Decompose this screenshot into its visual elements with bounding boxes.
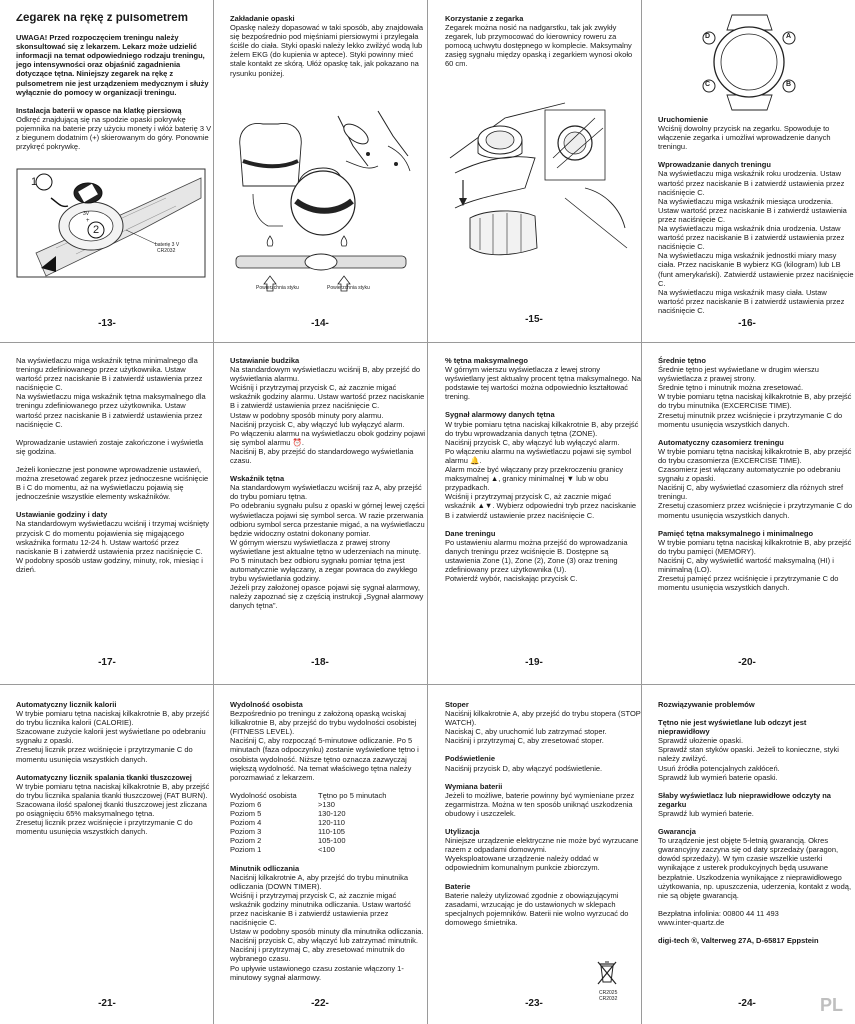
step-1-label: 1 — [31, 176, 38, 188]
section-text: W trybie pomiaru tętna naciskaj kilkakrotnie B, aby przejść do trybu wprowadzania danych tętna (ZONE). Naciśnij przycisk C, aby włączyć lub wyłączyć alarm. Po włączeniu alarmu na wyświetlaczu pojawi się symbol alarmu 🔔. Alarm może być włączany przy przekroczeniu granicy maksymalnej ▲, granicy minimalnej ▼ lub w obu przypadkach. Wciśnij i przytrzymaj przycisk C, aż zacznie migać wskaźnik ▲▼. Wybierz odpowiedni tryb przez naciskanie B i zatwierdź ustawienie przez naciśnięcie C. — [445, 419, 639, 520]
table-cell: 120-110 — [318, 818, 345, 828]
table-row — [230, 827, 426, 836]
page-number: -13- — [98, 318, 116, 329]
section-heading: Instalacja baterii w opasce na klatkę piersiową — [16, 105, 182, 115]
section-heading: Podświetlenie — [445, 754, 496, 764]
page-18 — [230, 356, 426, 611]
section-heading: % tętna maksymalnego — [445, 356, 528, 365]
section-text: Baterie należy utylizować zgodnie z obowiązującymi zasadami, wrzucając je do ustawionych w sklepach specjalnych pojemników. Baterii nie wolno wyrzucać do domowego śmietnika. — [445, 890, 629, 927]
battery-installation-figure — [16, 168, 206, 278]
section-heading: Baterie — [445, 881, 471, 891]
section-text: Bezpośrednio po treningu z założoną opaską wciskaj kilkakrotnie B, aby przejść do trybu wydolności osobistej (FITNESS LEVEL). Naciśnij C, aby rozpocząć 5-minutowe odliczanie. Po 5 minutach (faza odpoczynku) zostanie wyświetlone tętno i osobista wydolność. Niższe tętno oznacza zazwyczaj większą wydolność. Na temat właściwego tętna należy porozmawiać z lekarzem. — [230, 709, 419, 782]
page-number: -18- — [311, 657, 329, 668]
table-cell: Poziom 1 — [230, 845, 262, 855]
table-row — [230, 818, 426, 827]
battery-label-2: CR2032 — [157, 248, 176, 254]
column-divider — [641, 0, 642, 1024]
section-heading: Tętno nie jest wyświetlane lub odczyt jest nieprawidłowy — [658, 718, 807, 737]
page-15 — [445, 14, 641, 69]
section-heading: Automatyczny licznik spalania tkanki tłuszczowej — [16, 772, 192, 782]
section-heading: Stoper — [445, 700, 469, 709]
section-text: Naciśnij przycisk D, aby włączyć podświetlenie. — [445, 763, 603, 773]
section-text: Na standardowym wyświetlaczu wciśnij raz A, aby przejść do trybu pomiaru tętna. Po odebraniu sygnału pulsu z opaski w górnej lewej części wyświetlacza pojawi się symbol serca. W razie przerwania odbioru symbol serca przestanie migać, a na wyświetlaczu będzie widoczny ostatni dokonany pomiar. W górnym wierszu wyświetlacza z prawej strony wyświetlane jest aktualne tętno w uderzeniach na minutę. Po 5 minutach bez odbioru sygnału pomiar tętna jest automatycznie wyłączany, a zegar powraca do zwykłego trybu wyświetlania godziny. Jeżeli przy założonej opasce pojawi się sygnał alarmowy, należy zapoznać się z częścią instrukcji „Sygnał alarmowy danych tętna”. — [230, 483, 425, 611]
section-heading: Wydolność osobista — [230, 700, 303, 709]
section-heading: Ustawianie godziny i daty — [16, 510, 108, 520]
page-number: -15- — [525, 314, 543, 325]
section-text: Naciśnij kilkakrotnie A, aby przejść do trybu stopera (STOP WATCH). Naciskaj C, aby uruchomić lub zatrzymać stoper. Naciśnij i przytrzymaj C, aby zresetować stoper. — [445, 709, 641, 746]
page-23 — [445, 700, 641, 927]
section-heading: Ustawianie budzika — [230, 356, 300, 365]
page-number: -19- — [525, 657, 543, 668]
table-header-cell: Wydolność osobista — [230, 790, 297, 800]
page-number: -22- — [311, 998, 329, 1009]
section-heading: Gwarancja — [658, 827, 696, 837]
page-number: -23- — [525, 998, 543, 1009]
section-text: Na wyświetlaczu miga wskaźnik tętna minimalnego dla treningu zdefiniowanego przez użytkownika. Ustaw wartość przez naciskanie B i zatwierdź ustawienia przez naciśnięcie C. Na wyświetlaczu miga wskaźnik tętna maksymalnego dla treningu zdefiniowanego przez użytkownika. Ustaw wartość przez naciskanie B i zatwierdź ustawienia przez naciśnięcie C. — [16, 356, 206, 429]
section-text: Sprawdź ułożenie opaski. Sprawdź stan styków opaski. Jeżeli to konieczne, styki należy zwilżyć. Usuń źródła potencjalnych zakłóceń. Sprawdź lub wymień baterie opaski. — [658, 736, 839, 782]
table-cell: 105-100 — [318, 836, 346, 846]
table-cell: <100 — [318, 845, 335, 855]
button-d-label: D — [705, 33, 711, 40]
page-13 — [16, 14, 212, 151]
section-text: Po ustawieniu alarmu można przejść do wprowadzania danych treningu przez wciśnięcie B. Dostępne są ustawienia Zone (1), Zone (2), Zone (3) oraz trening zdefiniowany przez użytkownika (U). Potwierdź wybór, naciskając przycisk C. — [445, 537, 628, 584]
section-heading: Wymiana baterii — [445, 781, 503, 791]
section-text: Wprowadzanie ustawień zostaje zakończone i wyświetla się godzina. — [16, 437, 204, 456]
warning-text: UWAGA! Przed rozpoczęciem treningu należy skonsultować się z lekarzem. Lekarz może udzielić informacji na temat odpowiedniego rodzaju treningu, jego intensywności oraz objaśnić zagadnienia dotyczące tętna. Niniejszy zegarek na rękę z pulsometrem nie jest urządzeniem medycznym i służy wyłącznie do pomocy w organizacji treningu. — [16, 33, 209, 97]
section-heading: Automatyczny czasomierz treningu — [658, 437, 784, 447]
section-text: Średnie tętno jest wyświetlane w drugim wierszu wyświetlacza z prawej strony. Średnie tętno i minutnik można zresetować. W trybie pomiaru tętna naciskaj kilkakrotnie B, aby przejść do trybu minutnika (EXCERCISE TIME). Zresetuj minutnik przez wciśnięcie i przytrzymanie C do momentu usunięcia wszystkich danych. — [658, 365, 852, 429]
button-a-label: A — [786, 33, 792, 40]
page-number: -21- — [98, 998, 116, 1009]
section-text: W trybie pomiaru tętna naciskaj kilkakrotnie B, aby przejść do trybu licznika spalania tkanki tłuszczowej (FAT BURN). Szacowana ilość spalonej tkanki tłuszczowej jest zliczana po osiągnięciu 65% maksymalnego tętna. Zresetuj licznik przez wciśnięcie i przytrzymanie C do momentu usunięcia wszystkich danych. — [16, 781, 210, 837]
table-row — [230, 800, 426, 809]
section-text: Jeżeli to możliwe, baterie powinny być wymieniane przez zegarmistrza. Można w ten sposób uniknąć uszkodzenia obudowy i uszczelek. — [445, 790, 635, 818]
fitness-table-header — [230, 791, 426, 800]
section-text: W trybie pomiaru tętna naciskaj kilkakrotnie B, aby przejść do trybu licznika kalorii (CALORIE). Szacowane zużycie kalorii jest wyświetlane po odebraniu sygnału z opaski. Zresetuj licznik przez wciśnięcie i przytrzymanie C do momentu usunięcia wszystkich danych. — [16, 709, 210, 764]
table-row — [230, 845, 426, 854]
section-text: Na standardowym wyświetlaczu wciśnij i trzymaj wciśnięty przycisk C do momentu pojawienia się migającego wskaźnika formatu 12-24 h. Ustaw wartość przez naciskanie B i zatwierdź ustawienia przez naciśnięcie C. W podobny sposób ustaw godziny, minuty, rok, miesiąc i dzień. — [16, 519, 209, 574]
watch-usage-figure — [445, 98, 630, 268]
page-14 — [230, 14, 426, 78]
watch-buttons-figure — [697, 10, 802, 115]
section-text: Opaskę należy dopasować w taki sposób, aby znajdowała się bezpośrednio pod mięśniami piersiowymi i przylegała ściśle do ciała. Styki opaski należy lekko zwilżyć wodą lub żelem EKG (do kupienia w aptece). Styki powinny mieć stale kontakt ze skórą. Ułóż opaskę tak, jak pokazano na rysunku poniżej. — [230, 23, 424, 78]
crossed-bin-icon — [596, 958, 618, 986]
section-text: Odkręć znajdującą się na spodzie opaski pokrywkę pojemnika na baterie przy użyciu monety i włóż baterię 3 V z biegunem dodatnim (+) skierowanym do góry. Ponownie przykręć pokrywkę. — [16, 114, 212, 152]
table-cell: Poziom 4 — [230, 818, 262, 828]
section-text: To urządzenie jest objęte 5-letnią gwarancją. Okres gwarancyjny zaczyna się od daty sprzedaży (paragon, dowód sprzedaży). W tym czasie wszelkie usterki wynikające z usterek produkcyjnych będą usuwane bezpłatnie. Uszkodzenia wynikające z nieprawidłowego użytkowania, np. upuszczenia, uderzenia, kontakt z wodą, nie są objęte gwarancją. — [658, 836, 852, 900]
battery-code-label: CR2032 — [599, 996, 618, 1002]
section-heading: Uruchomienie — [658, 115, 709, 124]
page-number: -20- — [738, 657, 756, 668]
section-text: Sprawdź lub wymień baterie. — [658, 808, 754, 818]
table-row — [230, 809, 426, 818]
table-cell: 130-120 — [318, 809, 346, 819]
battery-label-1: baterię 3 V — [155, 242, 180, 248]
table-cell: Poziom 3 — [230, 827, 262, 837]
section-heading: Minutnik odliczania — [230, 863, 300, 873]
step-2-label: 2 — [93, 224, 100, 236]
page-17 — [16, 356, 212, 574]
section-text: Na wyświetlaczu miga wskaźnik roku urodzenia. Ustaw wartość przez naciskanie B i zatwierdź ustawienia przez naciśnięcie C. Na wyświetlaczu miga wskaźnik miesiąca urodzenia. Ustaw wartość przez naciskanie B i zatwierdź ustawienia przez naciśnięcie C. Na wyświetlaczu miga wskaźnik dnia urodzenia. Ustaw wartość przez naciskanie B i zatwierdź ustawienia przez naciśnięcie C. Na wyświetlaczu miga wskaźnik jednostki miary masy ciała. Przez naciskanie B wybierz KG (kilogram) lub LB (funt amerykański). Zatwierdź ustawienie przez naciśnięcie C. Na wyświetlaczu miga wskaźnik masy ciała. Ustaw wartość przez naciskanie B i zatwierdź ustawienia przez naciśnięcie C. — [658, 169, 854, 315]
column-divider — [427, 0, 428, 1024]
hotline-text: Bezpłatna infolinia: 00800 44 11 493 www.inter-quartz.de — [658, 908, 779, 927]
section-text: Na standardowym wyświetlaczu wciśnij B, aby przejść do wyświetlania alarmu. Wciśnij i przytrzymaj przycisk C, aż zacznie migać wskaźnik godziny alarmu. Ustaw wartość przez naciskanie B i zatwierdź ustawienia przez naciśnięcie C. Ustaw w podobny sposób minuty pory alarmu. Naciśnij przycisk C, aby włączyć lub wyłączyć alarm. Po włączeniu alarmu na wyświetlaczu obok godziny pojawi się symbol alarmu ⏰. Naciśnij B, aby przejść do standardowego wyświetlania czasu. — [230, 365, 426, 466]
table-row — [230, 836, 426, 845]
section-heading: Dane treningu — [445, 528, 496, 538]
table-cell: 110-105 — [318, 827, 345, 837]
strap-fitting-figure — [228, 106, 413, 301]
page-19 — [445, 356, 641, 583]
section-text: Naciśnij kilkakrotnie A, aby przejść do trybu minutnika odliczania (DOWN TIMER). Wciśnij i przytrzymaj przycisk C, aż zacznie migać wskaźnik godziny minutnika odliczania. Ustaw wartość przez naciskanie B i zatwierdź ustawienia przez naciśnięcie C. Ustaw w podobny sposób minuty dla minutnika odliczania. Naciśnij przycisk C, aby włączyć lub zatrzymać minutnik. Naciśnij i przytrzymaj C, aby zresetować minutnik do wybranego czasu. Po upływie ustawionego czasu zostanie włączony 1-minutowy sygnał alarmowy. — [230, 872, 424, 982]
page-24 — [658, 700, 854, 945]
page-21 — [16, 700, 212, 836]
row-divider — [0, 684, 855, 685]
page-number: -14- — [311, 318, 329, 329]
section-heading: Wskaźnik tętna — [230, 474, 285, 484]
section-text: Niniejsze urządzenie elektryczne nie może być wyrzucane razem z odpadami domowymi. Wyeksploatowane urządzenie należy oddać w odpowiednim komunalnym punkcie zbiorczym. — [445, 836, 639, 873]
contact-surface-label: Powierzchnia styku — [327, 285, 370, 291]
section-heading: Rozwiązywanie problemów — [658, 700, 755, 709]
section-heading: Średnie tętno — [658, 356, 706, 365]
section-heading: Korzystanie z zegarka — [445, 14, 524, 23]
section-heading: Utylizacja — [445, 827, 480, 837]
page-title: Zegarek na rękę z pulsometrem — [16, 14, 188, 24]
section-text: Wciśnij dowolny przycisk na zegarku. Spowoduje to włączenie zegarka i umożliwi wprowadzenie danych treningu. — [658, 124, 831, 152]
section-heading: Słaby wyświetlacz lub nieprawidłowe odczyty na zegarku — [658, 790, 831, 809]
company-address: digi-tech ®, Valterweg 27A, D-65817 Eppstein — [658, 935, 819, 945]
button-c-label: C — [705, 81, 711, 88]
table-cell: >130 — [318, 799, 335, 809]
language-mark: PL — [819, 995, 843, 1015]
contact-surface-label: Powierzchnia styku — [256, 285, 299, 291]
page-number: -16- — [738, 318, 756, 329]
page-22 — [230, 700, 426, 982]
section-text: Zegarek można nosić na nadgarstku, tak jak zwykły zegarek, lub przymocować do kierownicy roweru za pomocą uchwytu dostępnego w komplecie. Maksymalny zasięg sygnału między opaską i zegarkiem wynosi około 60 cm. — [445, 23, 633, 69]
table-header-cell: Tętno po 5 minutach — [318, 790, 387, 800]
section-text: Jeżeli konieczne jest ponowne wprowadzenie ustawień, można zresetować zegarek przez jednoczesne wciśnięcie B i C do momentu, aż na wyświetlaczu pojawią się jednocześnie wszystkie elementy wskaźników. — [16, 464, 209, 502]
row-divider — [0, 342, 855, 343]
page-16 — [658, 115, 854, 315]
battery-plus-label: + — [86, 218, 90, 224]
section-text: W trybie pomiaru tętna naciskaj kilkakrotnie B, aby przejść do trybu czasomierza (EXCERCISE TIME). Czasomierz jest włączany automatycznie po odebraniu sygnału z opaski. Naciśnij C, aby wyświetlać czasomierz dla różnych stref treningu. Zresetuj czasomierz przez wciśnięcie i przytrzymanie C do momentu usunięcia wszystkich danych. — [658, 446, 853, 520]
section-heading: Automatyczny licznik kalorii — [16, 700, 117, 709]
section-heading: Pamięć tętna maksymalnego i minimalnego — [658, 528, 814, 538]
section-heading: Wprowadzanie danych treningu — [658, 160, 771, 170]
column-divider — [213, 0, 214, 1024]
table-cell: Poziom 2 — [230, 836, 262, 846]
page-number: -24- — [738, 998, 756, 1009]
table-cell: Poziom 5 — [230, 809, 262, 819]
battery-voltage-label: 3V — [83, 211, 90, 217]
section-heading: Zakładanie opaski — [230, 14, 295, 23]
section-text: W trybie pomiaru tętna naciskaj kilkakrotnie B, aby przejść do trybu pamięci (MEMORY). Naciśnij C, aby wyświetlić wartość maksymalną (HI) i minimalną (LO). Zresetuj pamięć przez wciśnięcie i przytrzymanie C do momentu usunięcia wszystkich danych. — [658, 537, 852, 593]
section-text: W górnym wierszu wyświetlacza z lewej strony wyświetlany jest aktualny procent tętna maksymalnego. Na podstawie tej wartości można odpowiednio kształtować trening. — [445, 365, 641, 402]
page-20 — [658, 356, 854, 592]
section-heading: Sygnał alarmowy danych tętna — [445, 410, 555, 420]
button-b-label: B — [786, 81, 792, 88]
page-number: -17- — [98, 657, 116, 668]
table-cell: Poziom 6 — [230, 799, 262, 809]
battery-code-label: CR2025 — [599, 990, 618, 996]
